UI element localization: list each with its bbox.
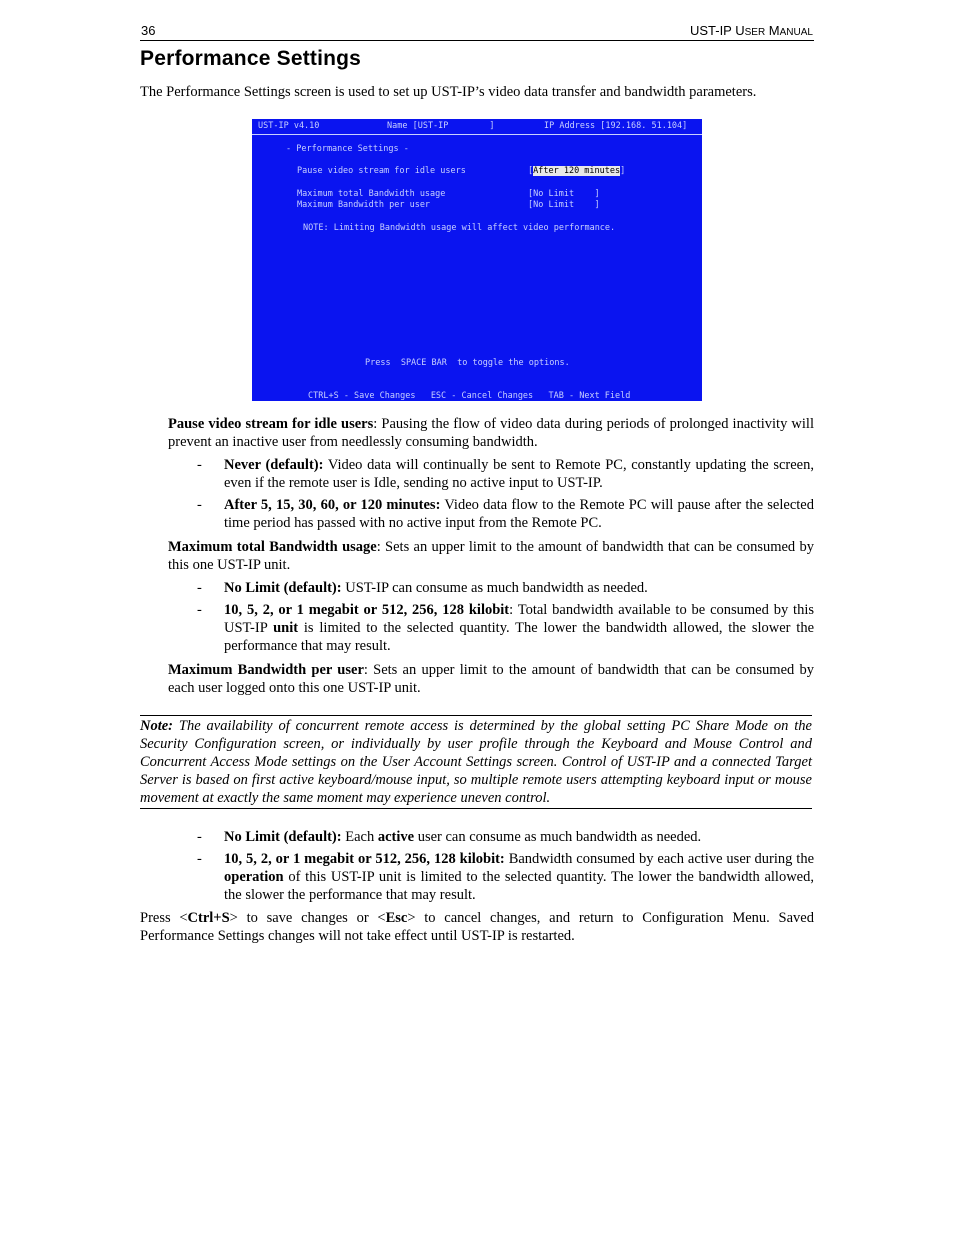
screen-title: - Performance Settings - [286, 144, 409, 154]
manual-title-part: UST-IP U [689, 23, 745, 38]
screen-ip-address: IP Address [192.168. 51.104] [544, 121, 688, 131]
text: of this UST-IP unit is limited to the selected quantity. The lower the bandwidth allowed, the slower the performance that may result. [224, 869, 814, 903]
term: operation [224, 869, 284, 885]
bracket: [ [528, 166, 534, 176]
text: Video data will continually be sent to Remote PC, constantly updating the screen, even if the remote user is Idle, sending no active input to UST-IP. [224, 457, 814, 491]
manual-title-part: M [765, 23, 780, 38]
key-ctrl-s: Ctrl+S [187, 910, 230, 926]
screen-note: NOTE: Limiting Bandwidth usage will affect video performance. [303, 223, 616, 233]
text: > to save changes or < [229, 910, 386, 926]
term: Maximum total Bandwidth usage [168, 539, 377, 555]
bullet-dash: - [197, 602, 202, 618]
bullet-dash: - [197, 457, 202, 473]
text: : Pausing the flow of video data during periods of prolonged inactivity will prevent an inactive user from needlessly consuming bandwidth. [168, 416, 814, 450]
screen-press-hint: Press SPACE BAR to toggle the options. [365, 358, 570, 368]
intro-paragraph: The Performance Settings screen is used to set up UST-IP’s video data transfer and bandwidth parameters. [140, 84, 757, 100]
term: 10, 5, 2, or 1 megabit or 512, 256, 128 kilobit: [224, 851, 505, 867]
total-values-bullet [224, 601, 814, 655]
pause-after-bullet [224, 496, 814, 532]
note-paragraph [140, 717, 812, 807]
term: active [377, 829, 415, 845]
bracket: ] [620, 166, 626, 176]
screen-version: UST-IP v4.10 [258, 121, 320, 131]
text: : Sets an upper limit to the amount of bandwidth that can be consumed by each user logged onto this one UST-IP unit. [168, 662, 814, 696]
manual-title [690, 23, 813, 38]
text: is limited to the selected quantity. The lower the bandwidth allowed, the slower the performance that may result. [224, 620, 815, 654]
key-esc: Esc [385, 910, 408, 926]
screen-max-user-label: Maximum Bandwidth per user [297, 200, 431, 210]
bullet-dash: - [197, 851, 202, 867]
text: Bandwidth consumed by each active user during the [504, 851, 814, 867]
screen-max-total-label: Maximum total Bandwidth usage [297, 189, 446, 199]
term: Never (default): [224, 457, 324, 473]
section-heading: Performance Settings [140, 47, 362, 70]
screen-max-user-value: [No Limit ] [528, 200, 600, 210]
text: Each [341, 829, 378, 845]
pause-never-bullet [224, 456, 814, 492]
term: No Limit (default): [224, 829, 342, 845]
text: > to cancel changes, and return to Configuration Menu. Saved Performance Settings changes will not take effect until UST-IP is restarted. [140, 910, 814, 944]
text: The availability of concurrent remote access is determined by the global setting PC Share Mode on the Security Configuration screen, or individually by user profile through the Keyboard and Mouse Control and Concurrent Access Mode settings on the User Account Settings screen. Control of UST-IP and a connected Target Server is based on first active keyboard/mouse input, so multiple remote users attempting keyboard input or mouse movement at exactly the same moment may experience uneven control. [140, 718, 812, 806]
bullet-dash: - [197, 497, 202, 513]
per-user-paragraph [168, 661, 814, 697]
note-label: Note: [140, 718, 174, 734]
term: unit [273, 620, 299, 636]
manual-title-part: SER [744, 27, 766, 38]
total-bandwidth-paragraph [168, 538, 814, 574]
screen-name: Name [UST-IP ] [387, 121, 495, 131]
term: After 5, 15, 30, 60, or 120 minutes: [224, 497, 441, 513]
text: : Total bandwidth available to be consumed by this UST-IP [224, 602, 814, 636]
text: : Sets an upper limit to the amount of bandwidth that can be consumed by this one UST-IP unit. [168, 539, 814, 573]
text: user can consume as much bandwidth as needed. [414, 829, 702, 845]
text: UST-IP can consume as much bandwidth as needed. [341, 580, 648, 596]
total-nolimit-bullet [224, 579, 814, 597]
bullet-dash: - [197, 829, 202, 845]
page-number: 36 [141, 23, 156, 38]
manual-title-part: ANUAL [779, 27, 813, 38]
screen-pause-field [528, 166, 625, 176]
screen-pause-label: Pause video stream for idle users [297, 166, 466, 176]
closing-paragraph [140, 909, 814, 945]
screen-pause-value: After 120 minutes [533, 166, 621, 176]
header-rule [140, 40, 814, 41]
screen-max-total-value: [No Limit ] [528, 189, 600, 199]
bullet-dash: - [197, 580, 202, 596]
term: No Limit (default): [224, 580, 342, 596]
text: Press < [140, 910, 188, 926]
per-user-nolimit-bullet [224, 828, 814, 846]
per-user-values-bullet [224, 850, 814, 904]
screen-footer: CTRL+S - Save Changes ESC - Cancel Changes TAB - Next Field [308, 391, 631, 401]
term: Pause video stream for idle users [168, 416, 374, 432]
pause-paragraph [168, 415, 814, 451]
text: Video data flow to the Remote PC will pause after the selected time period has passed with no active input from the Remote PC. [224, 497, 814, 531]
term: Maximum Bandwidth per user [168, 662, 364, 678]
term: 10, 5, 2, or 1 megabit or 512, 256, 128 kilobit [224, 602, 510, 618]
performance-settings-screenshot [252, 119, 702, 401]
